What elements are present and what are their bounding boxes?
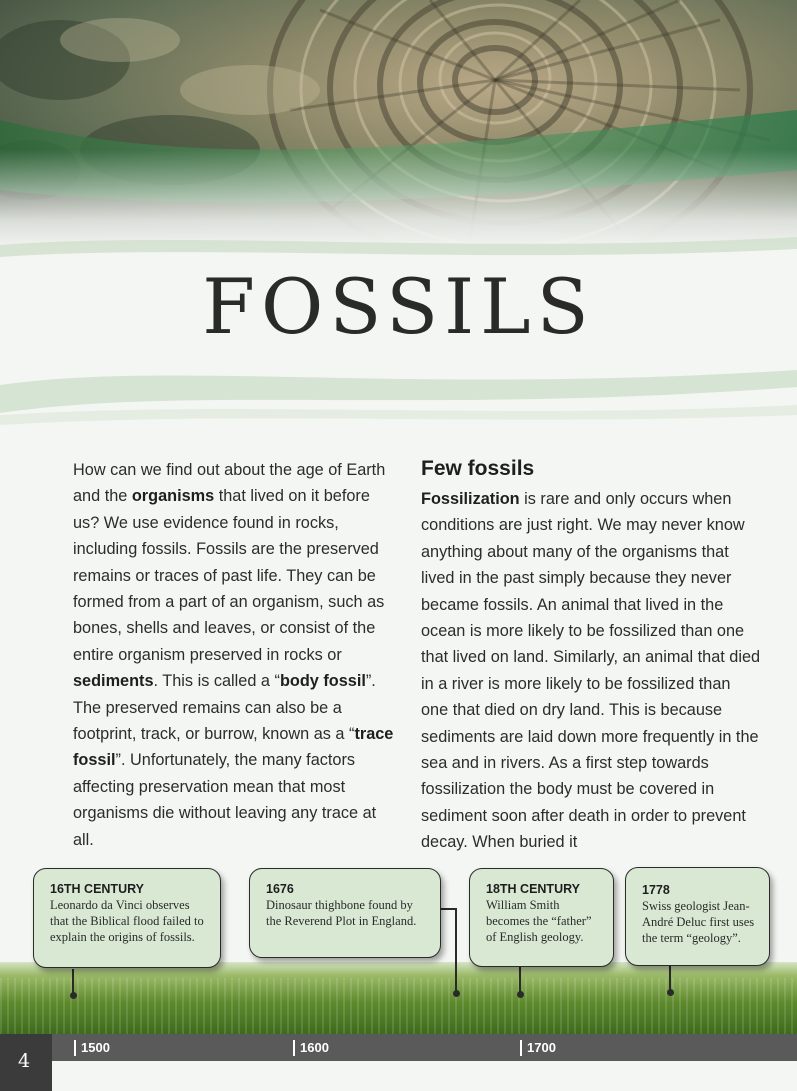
term-fossilization: Fossilization	[421, 490, 520, 508]
connector-dot-18th-century	[517, 991, 524, 998]
term-sediments: sediments	[73, 672, 154, 691]
timeline-event-18th-century	[469, 868, 614, 967]
timeline-axis	[0, 1034, 797, 1061]
connector-1778	[669, 965, 671, 992]
event-date: 18TH CENTURY	[486, 882, 580, 896]
timeline-tick-1700: 1700	[520, 1040, 556, 1056]
timeline-tick-1500: 1500	[74, 1040, 110, 1056]
connector-dot-1778	[667, 989, 674, 996]
event-description: Leonardo da Vinci observes that the Biblical flood failed to explain the origins of fossils.	[50, 898, 204, 944]
intro-text-column	[73, 457, 395, 853]
event-date: 1676	[266, 882, 294, 896]
timeline-grass-texture	[0, 978, 797, 1034]
connector-dot-16th-century	[70, 992, 77, 999]
decorative-wave-top	[0, 225, 797, 265]
event-description: William Smith becomes the “father” of English geology.	[486, 898, 592, 944]
intro-paragraph: How can we find out about the age of Earth and the organisms that lived on it before us? We use evidence found in rocks, including fossils. Fossils are the preserved remains or traces of past life. They can be formed from a part of an organism, such as bones, shells and leaves, or consist of the entire organism preserved in rocks or sediments. This is called a “body fossil”. The preserved remains can also be a footprint, track, or burrow, known as a “trace fossil”. Unfortunately, the many factors affecting preservation mean that most organisms die without leaving any trace at all.	[73, 461, 394, 849]
decorative-wave-bottom	[0, 355, 797, 425]
term-organisms: organisms	[131, 487, 215, 506]
few-fossils-column	[421, 455, 761, 856]
connector-dot-1676	[453, 990, 460, 997]
page-number: 4	[17, 1050, 31, 1072]
term-trace-fossil: trace fossil	[73, 725, 394, 770]
page-title: FOSSILS	[202, 262, 595, 351]
term-body-fossil: body fossil	[279, 672, 366, 691]
connector-18th-century	[519, 967, 521, 993]
page-bottom-margin	[0, 1061, 797, 1091]
timeline-event-1676	[249, 868, 441, 958]
connector-1676-vertical	[455, 908, 457, 992]
hero-ammonite-image	[0, 0, 797, 245]
event-description: Dinosaur thighbone found by the Reverend Plot in England.	[266, 898, 417, 928]
timeline-event-1778	[625, 867, 770, 966]
few-fossils-paragraph: Fossilization is rare and only occurs when conditions are just right. We may never know anything about many of the organisms that lived in the past simply because they never became fossils. An animal that lived in the ocean is more likely to be fossilized than one that lived on land. Similarly, an animal that died in a river is more likely to be fossilized than one that died on dry land. This is because sediments are laid down more frequently in the sea and in rivers. As a first step towards fossilization the body must be covered in sediment soon after death in order to prevent decay. When buried it	[421, 490, 761, 852]
event-description: Swiss geologist Jean-André Deluc first uses the term “geology”.	[642, 899, 755, 945]
event-date: 1778	[642, 883, 670, 897]
few-fossils-heading: Few fossils	[421, 457, 535, 480]
event-date: 16TH CENTURY	[50, 882, 144, 896]
timeline-event-16th-century	[33, 868, 221, 968]
timeline-tick-1600: 1600	[293, 1040, 329, 1056]
